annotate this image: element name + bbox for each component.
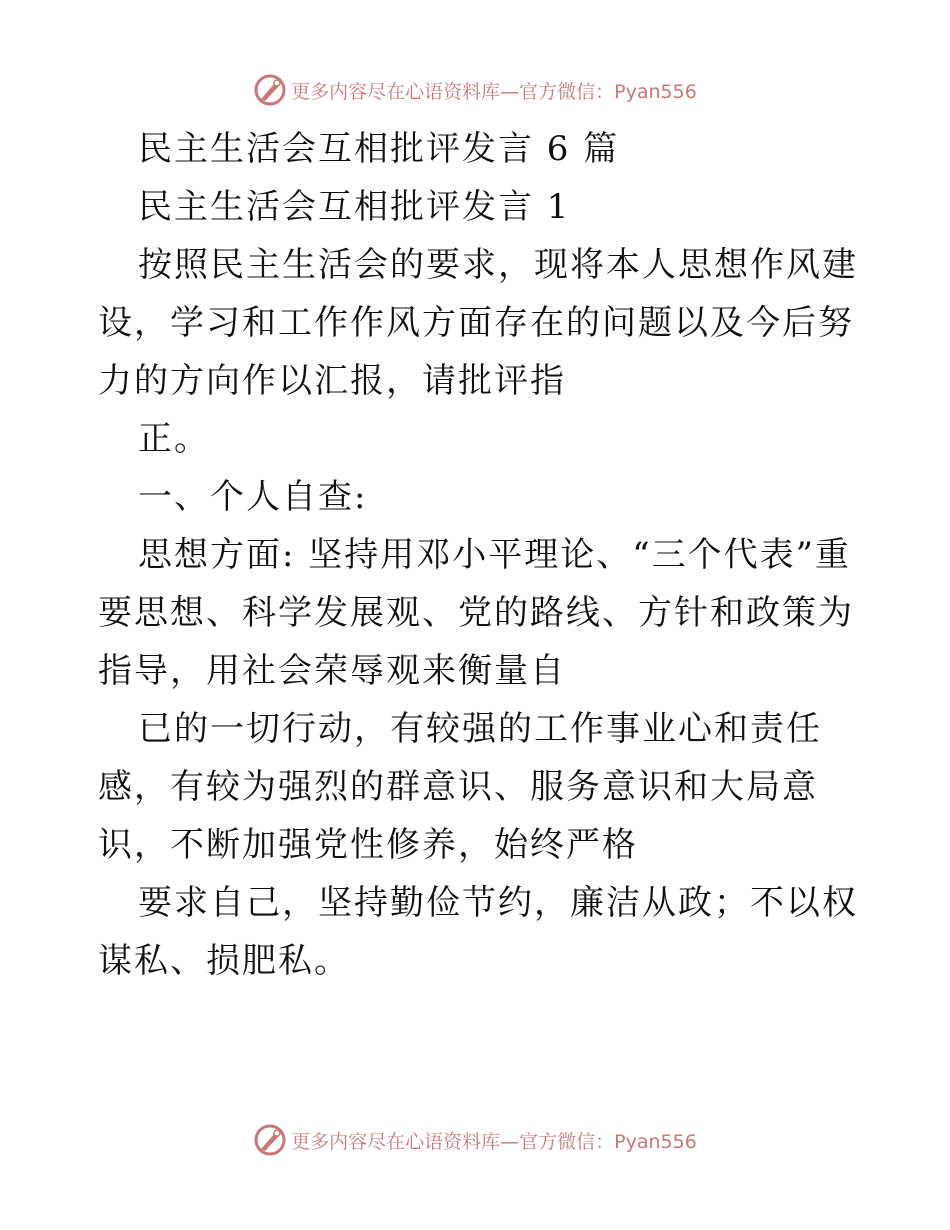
document-body (98, 120, 858, 990)
watermark-text: 更多内容尽在心语资料库—官方微信：Pyan556 (291, 1130, 697, 1153)
pen-logo-icon (253, 73, 287, 107)
document-title: 民主生活会互相批评发言 6 篇 (138, 129, 620, 169)
watermark-text: 更多内容尽在心语资料库—官方微信：Pyan556 (291, 80, 697, 103)
paragraph: 要求自己，坚持勤俭节约，廉洁从政；不以权谋私、损肥私。 (98, 883, 858, 981)
pen-logo-icon (253, 1123, 287, 1157)
paragraph: 按照民主生活会的要求，现将本人思想作风建设，学习和工作作风方面存在的问题以及今后努力的方向作以汇报，请批评指 (98, 245, 858, 401)
footer-watermark (0, 1120, 950, 1160)
header-watermark (0, 70, 950, 110)
document-subtitle: 民主生活会互相批评发言 1 (138, 187, 571, 227)
paragraph: 思想方面: 坚持用邓小平理论、“三个代表”重要思想、科学发展观、党的路线、方针和政策为指导，用社会荣辱观来衡量自 (98, 535, 854, 691)
paragraph: 已的一切行动，有较强的工作事业心和责任感，有较为强烈的群意识、服务意识和大局意识，不断加强党性修养，始终严格 (98, 709, 822, 865)
section-heading: 一、个人自查: (138, 477, 368, 517)
paragraph: 正。 (138, 419, 210, 459)
